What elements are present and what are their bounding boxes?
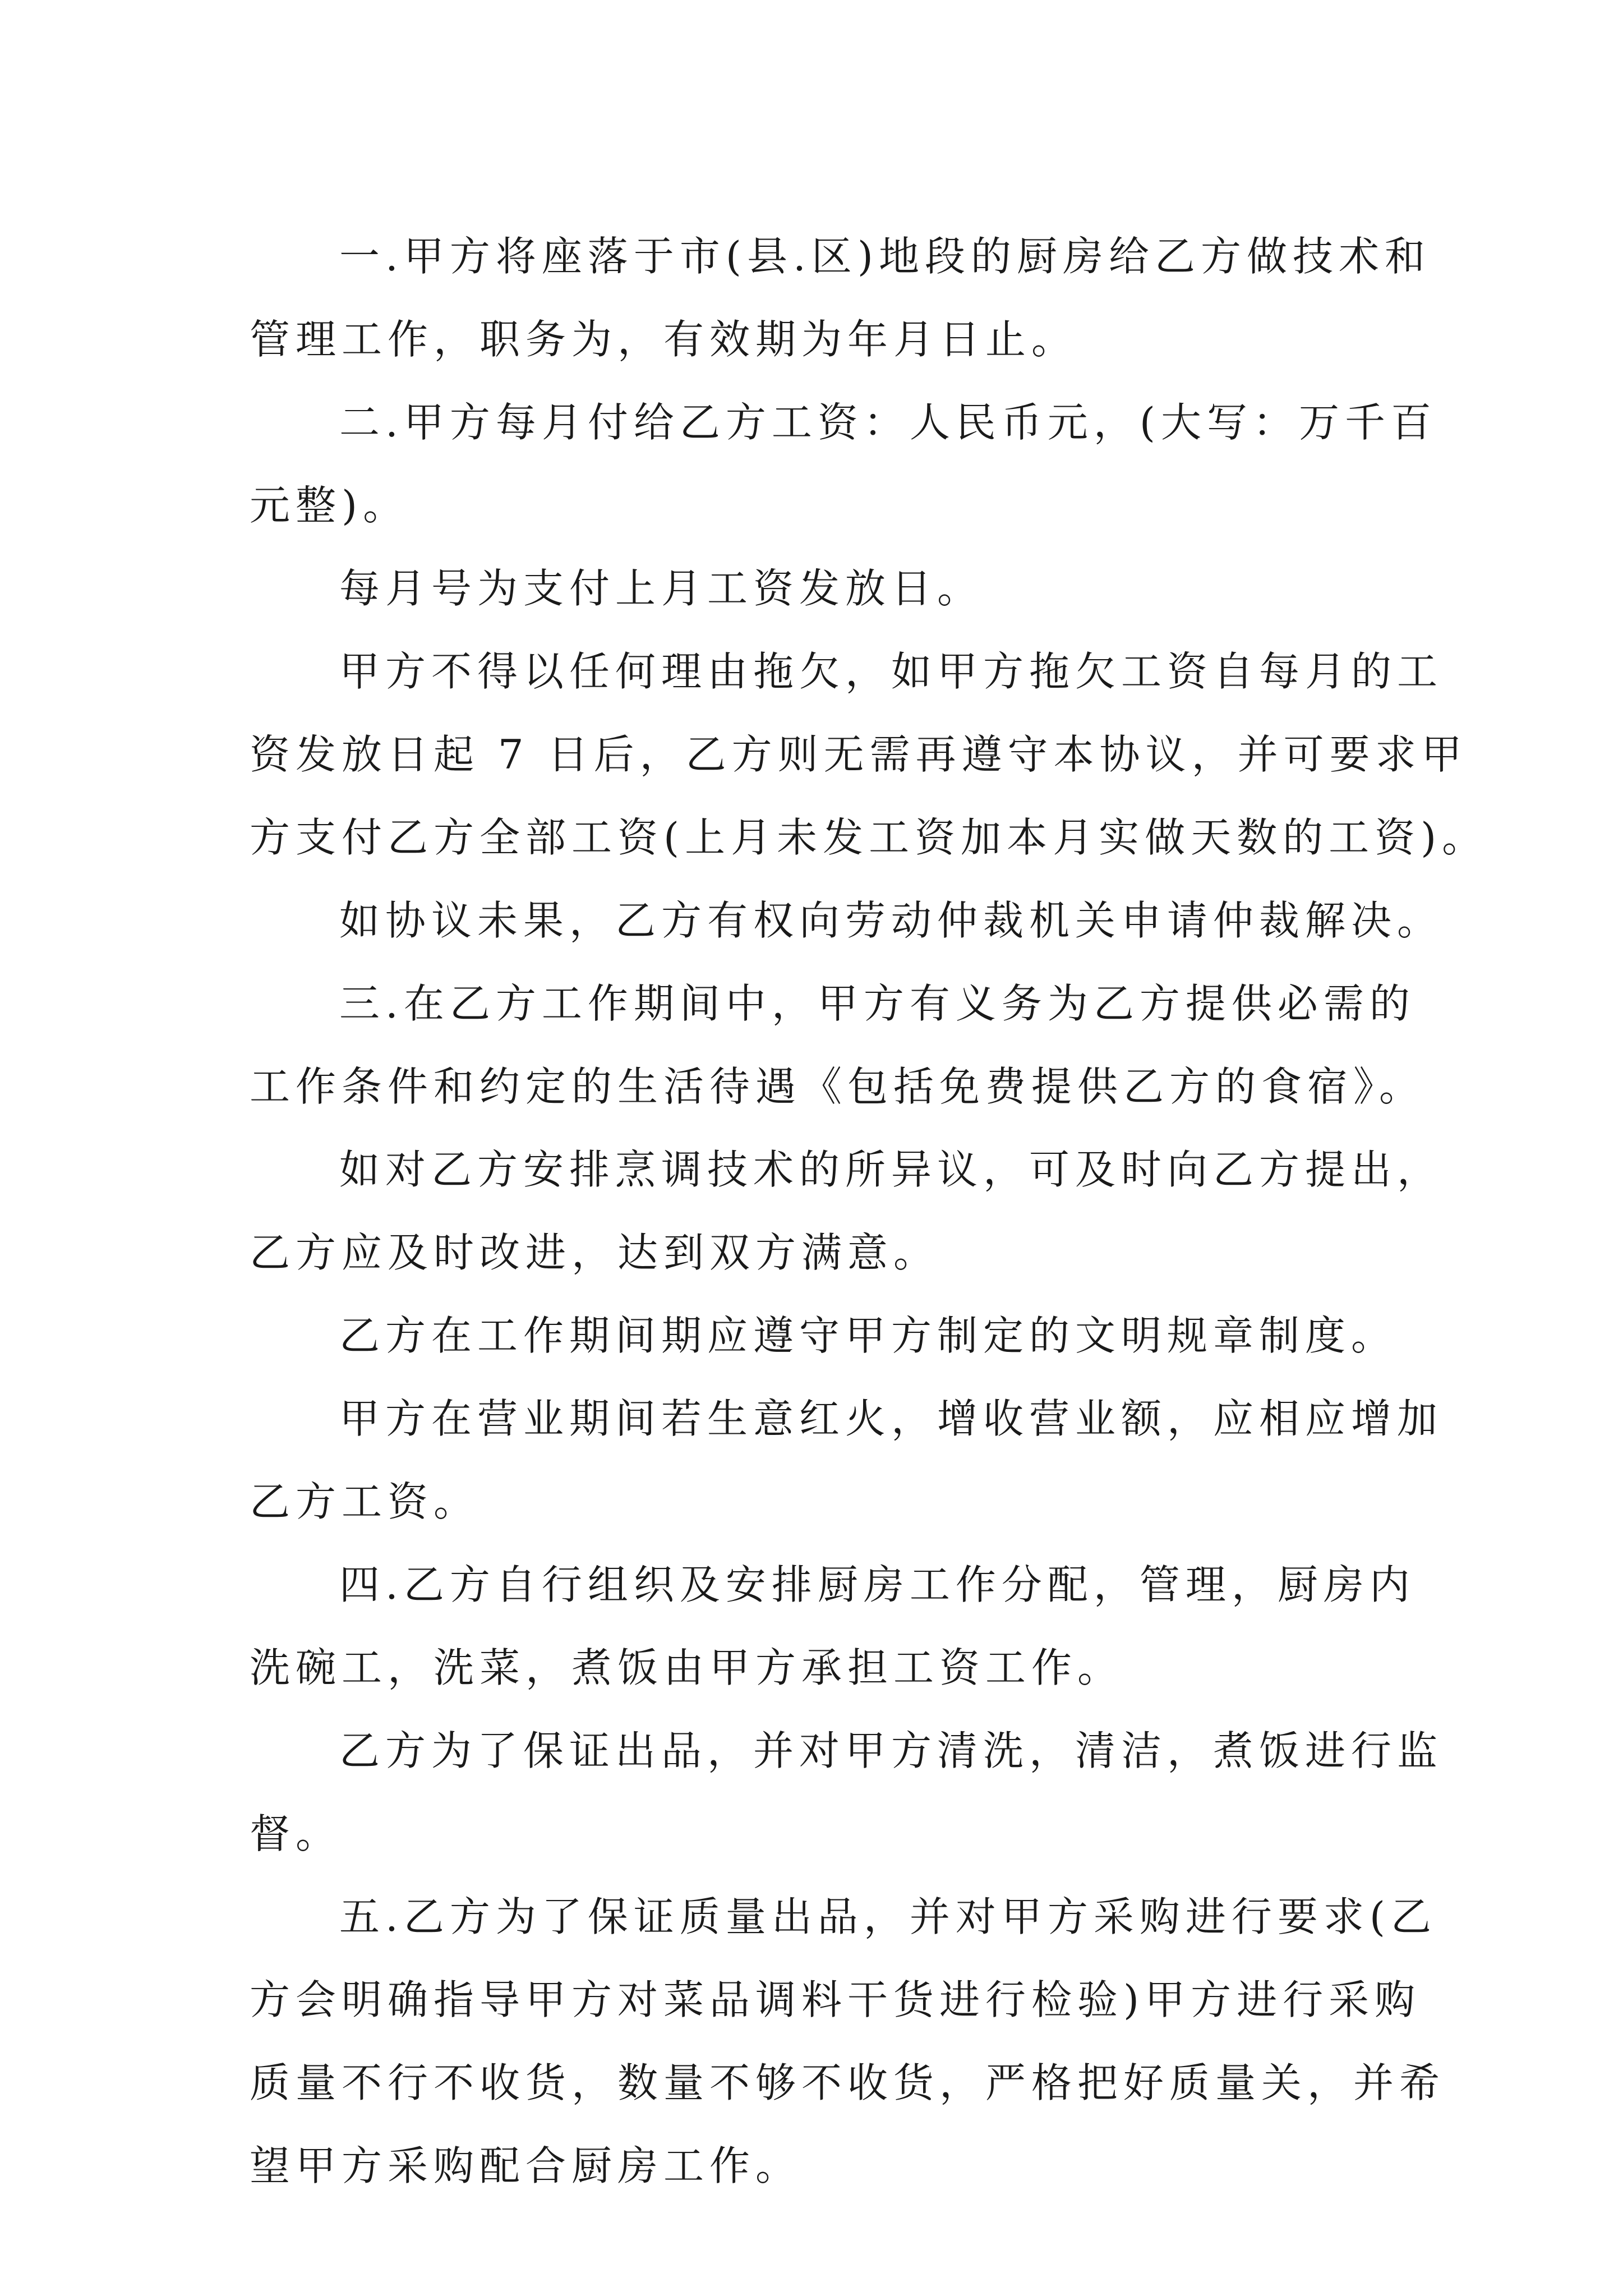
text-line: 五.乙方为了保证质量出品，并对甲方采购进行要求(乙 bbox=[339, 1893, 1437, 1940]
text-line: 乙方工资。 bbox=[250, 1478, 480, 1525]
text-line: 如协议未果，乙方有权向劳动仲裁机关申请仲裁解决。 bbox=[339, 897, 1444, 944]
text-line: 甲方不得以任何理由拖欠，如甲方拖欠工资自每月的工 bbox=[339, 648, 1444, 695]
paragraph-rules bbox=[250, 1294, 1422, 1377]
text-line: 洗碗工，洗菜，煮饭由甲方承担工资工作。 bbox=[250, 1644, 1124, 1691]
text-line: 方会明确指导甲方对菜品调料干货进行检验)甲方进行采购 bbox=[250, 1976, 1421, 2023]
paragraph-clause-2 bbox=[250, 381, 1437, 547]
text-line: 如对乙方安排烹调技术的所异议，可及时向乙方提出， bbox=[339, 1146, 1444, 1193]
paragraph-no-arrears bbox=[250, 630, 1488, 879]
text-line: 乙方为了保证出品，并对甲方清洗，清洁，煮饭进行监 bbox=[339, 1727, 1444, 1774]
paragraph-arbitration bbox=[250, 879, 1444, 962]
text-line: 质量不行不收货，数量不够不收货，严格把好质量关，并希 bbox=[250, 2059, 1446, 2106]
document-body bbox=[250, 215, 1488, 2207]
paragraph-objections bbox=[250, 1128, 1444, 1294]
text-line: 一.甲方将座落于市(县.区)地段的厨房给乙方做技术和 bbox=[339, 233, 1431, 280]
text-line: 每月号为支付上月工资发放日。 bbox=[339, 565, 984, 612]
text-line: 方支付乙方全部工资(上月未发工资加本月实做天数的工资)。 bbox=[250, 814, 1488, 861]
paragraph-clause-1 bbox=[250, 215, 1431, 381]
text-line: 工作条件和约定的生活待遇《包括免费提供乙方的食宿》。 bbox=[250, 1063, 1426, 1110]
paragraph-clause-3 bbox=[250, 962, 1426, 1128]
text-line: 四.乙方自行组织及安排厨房工作分配，管理，厨房内 bbox=[339, 1561, 1415, 1608]
text-line: 三.在乙方工作期间中，甲方有义务为乙方提供必需的 bbox=[339, 980, 1415, 1027]
text-line: 望甲方采购配合厨房工作。 bbox=[250, 2142, 802, 2189]
paragraph-clause-5 bbox=[250, 1875, 1446, 2207]
text-line: 乙方应及时改进，达到双方满意。 bbox=[250, 1229, 940, 1276]
text-line: 管理工作，职务为，有效期为年月日止。 bbox=[250, 316, 1078, 363]
paragraph-pay-date bbox=[250, 547, 1422, 630]
text-line: 督。 bbox=[250, 1810, 342, 1857]
text-line: 二.甲方每月付给乙方工资：人民币元，(大写：万千百 bbox=[339, 399, 1437, 446]
paragraph-raise bbox=[250, 1377, 1444, 1543]
text-line: 元整)。 bbox=[250, 482, 409, 529]
paragraph-clause-4 bbox=[250, 1543, 1422, 1709]
text-line: 乙方在工作期间期应遵守甲方制定的文明规章制度。 bbox=[339, 1312, 1398, 1359]
paragraph-supervision bbox=[250, 1709, 1444, 1875]
text-line: 资发放日起 7 日后，乙方则无需再遵守本协议，并可要求甲 bbox=[250, 731, 1468, 778]
text-line: 甲方在营业期间若生意红火，增收营业额，应相应增加 bbox=[339, 1395, 1444, 1442]
